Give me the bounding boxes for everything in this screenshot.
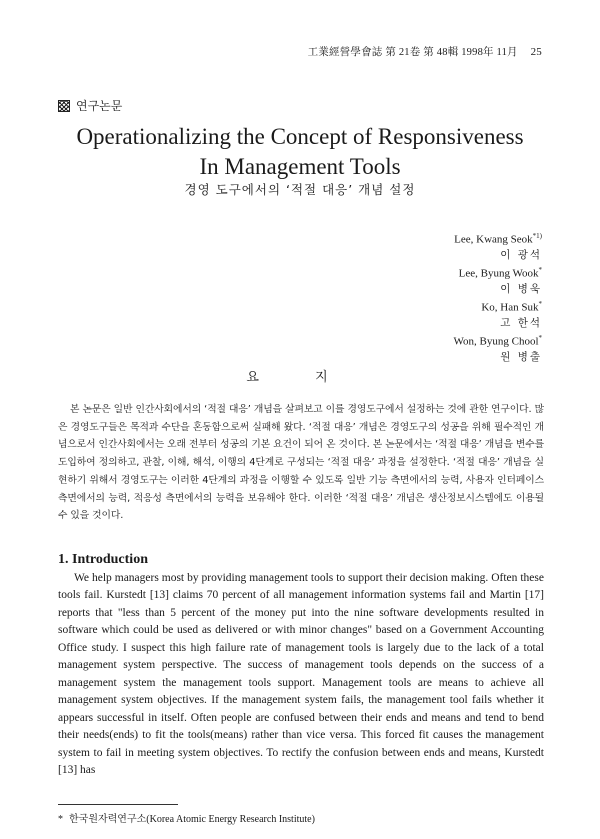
footnote-text: 한국원자력연구소(Korea Atomic Energy Research Institute) [69,814,315,825]
author-affiliation-mark: * [538,334,542,343]
paper-title-line-1: Operationalizing the Concept of Responsiveness [76,124,524,149]
abstract-body [58,401,544,525]
author-name-ko: 고 한석 [500,316,542,329]
paper-title-line-2: In Management Tools [199,154,401,179]
author-name-ko: 원 병출 [500,351,542,364]
abstract-heading: 요 지 [246,370,354,385]
author-name-ko: 이 광석 [500,248,542,261]
author-affiliation-mark: * [538,266,542,275]
author-name-ko: 이 병욱 [500,282,542,295]
introduction-body [58,570,544,779]
author-name-en: Won, Byung Chool* [453,334,542,348]
journal-citation: 工業經營學會誌 第 21卷 第 48輯 1998年 11月 [307,47,518,58]
korean-title: 경영 도구에서의 ‘적절 대응’ 개념 설정 [184,182,416,197]
hatched-square-icon [58,100,70,112]
author-name-en: Lee, Byung Wook* [458,266,542,280]
introduction-paragraph: We help managers most by providing management tools to support their decision making. Often these tools fail. Kurstedt [13] claims 70 percent of all management information systems fail and Martin [17] reports that "less than 5 percent of the money put into the nine software developments resulted in software which could be used as delivered or with minor changes" based on a Government Accounting Office study. I suspect this high failure rate of management tools is largely due to the lack of a total management system perspective. The success of management tools depends on the success of a management system the management tools support. Management tools are means to achieve all management system objectives. If the management system fails, the management tool fails whether it appears successful in itself. Often people are confused between their ends and means and tend to bend their needs(ends) to fit the tools(means) rather than vice versa. This forced fit causes the management system to fail in meeting system objectives. To rectify the confusion between ends and means, Kurstedt [13] has [58,572,544,776]
author-affiliation-mark: * [538,300,542,309]
footnote-mark: * [58,814,63,825]
author-affiliation-mark: *1) [532,232,542,240]
footnote-divider [58,804,178,805]
abstract-paragraph: 본 논문은 일반 인간사회에서의 ‘적절 대응’ 개념을 살펴보고 이를 경영도구에서 설정하는 것에 관한 연구이다. 많은 경영도구들은 목적과 수단을 혼동함으로써 실패해 왔다. ‘적절 대응’ 개념은 경영도구의 성공을 위해 필수적인 개념으로서 인간사회에서는 오래 전부터 성공의 기본 요건이 되어 온 것이다. 본 논문에서는 ‘적절 대응’ 개념을 변수를 도입하여 정의하고, 관찰, 이해, 해석, 이행의 4단계로 구성되는 ‘적절 대응’ 과정을 설정한다. ‘적절 대응’ 개념을 실현하기 위해서 경영도구는 이러한 4단계의 과정을 이행할 수 있도록 일반 기능 측면에서의 능력, 사용자 인터페이스 측면에서의 능력, 적응성 측면에서의 능력을 보유해야 한다. 이러한 ‘적절 대응’ 개념은 생산정보시스템에도 이용될 수 있을 것이다. [58,404,544,522]
author-list [282,229,542,365]
footnote [58,810,315,825]
page-number: 25 [530,46,542,58]
paper-title [0,122,600,182]
running-head [308,44,542,59]
section-heading-introduction: 1. Introduction [58,552,148,567]
author-name-en: Ko, Han Suk* [481,300,542,314]
section-tag [58,97,122,114]
author-name-en: Lee, Kwang Seok$^{*1)}$ [454,232,542,246]
section-tag-label: 연구논문 [76,99,123,113]
